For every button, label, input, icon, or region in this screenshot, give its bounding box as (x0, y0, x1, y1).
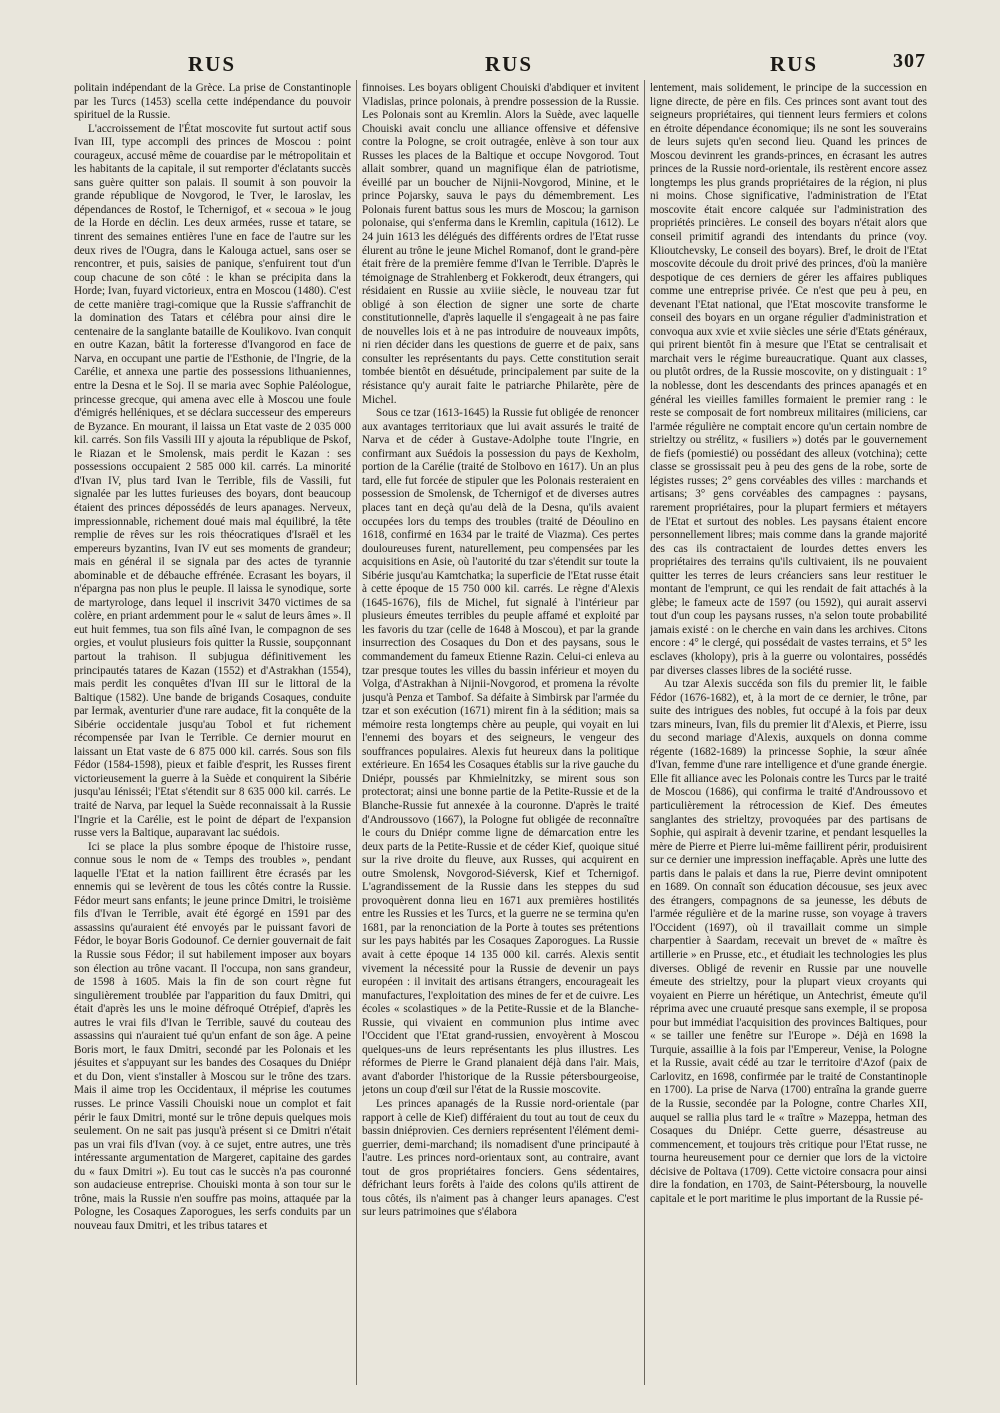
paragraph: politain indépendant de la Grèce. La prise de Constantinople par les Turcs (1453) scella cette indépendance du pouvoir spirituel de la Russie. (74, 82, 351, 122)
text-column-1 (74, 82, 351, 1382)
running-head-right: RUS (770, 52, 819, 76)
page-number: 307 (893, 50, 926, 72)
text-column-2 (362, 82, 639, 1382)
paragraph: Au tzar Alexis succéda son fils du premier lit, le faible Fédor (1676-1682), et, à la mort de ce dernier, le trône, par suite des intrigues des nobles, fut occupé à la fois par deux tzars mineurs, Ivan, fils du premier lit d'Alexis, et Pierre, issu du second mariage d'Alexis, auxquels on donna comme régente (1682-1689) la princesse Sophie, la sœur aînée d'Ivan, femme d'une rare intelligence et d'une grande énergie. Elle fit alliance avec les Polonais contre les Turcs par le traité de Moscou (1686), qui confirma le traité d'Androussovo et particulièrement la rétrocession de Kief. Des émeutes sanglantes des strieltzy, provoquées par des partisans de Sophie, qui aspirait à devenir tzarine, et pendant lesquelles la mère de Pierre et Pierre lui-même faillirent périr, produisirent sur ce dernier une impression ineffaçable. Après une lutte des partis dans le palais et dans la rue, Pierre devint omnipotent en 1689. On connaît son éducation décousue, ses jeux avec des étrangers, compagnons de sa jeunesse, les débuts de l'armée régulière et de la marine russe, son voyage à travers l'Occident (1697), où il travaillait comme un simple charpentier à Saardam, recevait un brevet de « maître ès artillerie » en Prusse, etc., et étudiait les technologies les plus diverses. Obligé de revenir en Russie par une nouvelle émeute des strieltzy, pour la plupart vieux croyants qui voyaient en Pierre un hérétique, un Antechrist, émeute qu'il réprima avec une cruauté presque sans exemple, il se proposa pour but immédiat l'acquisition des provinces Baltiques, pour « se tailler une fenêtre sur l'Europe ». Déjà en 1698 la Turquie, assaillie à la fois par l'Empereur, Venise, la Pologne et la Russie, avait cédé au tzar le territoire d'Azof (paix de Carlovitz, en 1698, confirmée par le traité de Constantinople en 1700). La prise de Narva (1700) entraîna la grande guerre de la Russie, secondée par la Pologne, contre Charles XII, auquel se rallia plus tard le « traître » Mazeppa, hetman des Cosaques du Dniépr. Cette guerre, désastreuse au commencement, et toujours très critique pour l'Etat russe, ne tourna heureusement pour ce dernier que lors de la victoire décisive de Poltava (1709). Cette victoire consacra pour ainsi dire la fondation, en 1703, de Saint-Pétersbourg, la nouvelle capitale et le port maritime le plus important de la Russie pé- (650, 678, 927, 1205)
paragraph: Les princes apanagés de la Russie nord-orientale (par rapport à celle de Kief) différaient du tout au tout de ceux du bassin dniéprovien. Ces derniers représentent l'élément demi-guerrier, demi-marchand; ils nomadisent d'une principauté à l'autre. Les princes nord-orientaux sont, au contraire, avant tout de gros propriétaires fonciers. Gens sédentaires, défrichant leurs forêts à l'aide des colons qu'ils attirent de tous côtés, ils n'aiment pas à changer leurs apanages. C'est sur leurs patrimoines que s'élabora (362, 1098, 639, 1219)
running-head-center: RUS (485, 52, 534, 76)
paragraph: Sous ce tzar (1613-1645) la Russie fut obligée de renoncer aux avantages territoriaux que lui avait assurés le traité de Narva et de céder à Gustave-Adolphe toute l'Ingrie, en confirmant aux Suédois la possession du pays de Kexholm, portion de la Carélie (traité de Stolbovo en 1617). Un an plus tard, elle fut forcée de stipuler que les Polonais resteraient en possession de Smolensk, de Tchernigof et de diverses autres places tant en deçà qu'au delà de la Desna, qu'ils avaient occupées lors du temps des troubles (traité de Déoulino en 1618, confirmé en 1634 par le traité de Viazma). Ces pertes douloureuses furent, naturellement, peu compensées par les acquisitions en Asie, où l'autorité du tzar s'étendit sur toute la Sibérie jusqu'au Kamtchatka; la superficie de l'Etat russe était à cette époque de 15 750 000 kil. carrés. Le règne d'Alexis (1645-1676), fils de Michel, fut signalé à l'intérieur par plusieurs émeutes terribles du peuple affamé et exploité par les favoris du tzar (celle de 1648 à Moscou), et par la grande insurrection des Cosaques du Don et des paysans, sous le commandement du fameux Etienne Razin. Celui-ci enleva au tzar presque toutes les villes du bassin inférieur et moyen du Volga, d'Astrakhan à Nijnii-Novgorod, et promena la révolte jusqu'à Penza et Tambof. Sa défaite à Simbirsk par l'armée du tzar et son exécution (1671) mirent fin à la sédition; mais sa mémoire resta longtemps chère au peuple, qui voyait en lui l'ennemi des boyars et des seigneurs, le vengeur des souffrances populaires. Alexis fut heureux dans la politique extérieure. En 1654 les Cosaques établis sur la rive gauche du Dniépr, poussés par Khmielnitzky, se mirent sous son protectorat; ainsi une bonne partie de la Petite-Russie et de la Blanche-Russie fut annexée à la couronne. D'après le traité d'Androussovo (1667), la Pologne fut obligée de reconnaître le cours du Dniépr comme ligne de démarcation entre les deux parts de la Petite-Russie et de céder Kief, quoique situé sur la rive droite du fleuve, aux Russes, qui acquirent en outre Smolensk, Novgorod-Siéversk, Kief et Tchernigof. L'agrandissement de la Russie dans les steppes du sud provoquèrent donna lieu en 1671 aux premières hostilités entre les Russies et les Turcs, et la guerre ne se termina qu'en 1681, par la renonciation de la Porte à toutes ses prétentions sur les pays habités par les Cosaques Zaporogues. La Russie avait à cette époque 14 135 000 kil. carrés. Alexis sentit vivement la nécessité pour la Russie de devenir un pays européen : il invitait des artisans étrangers, encourageait les manufactures, l'exploitation des mines de fer et de cuivre. Les écoles « scolastiques » de la Petite-Russie et de la Blanche-Russie, qui vivaient en communion plus intime avec l'Occident que l'Etat grand-russien, envoyèrent à Moscou quelques-uns de leurs représentants les plus illustres. Les réformes de Pierre le Grand planaient déjà dans l'air. Mais, avant d'aborder l'historique de la Russie pétersbourgeoise, jetons un coup d'œil sur l'état de la Russie moscovite. (362, 407, 639, 1097)
text-column-3 (650, 82, 927, 1382)
paragraph: L'accroissement de l'État moscovite fut surtout actif sous Ivan III, type accompli des princes de Moscou : point courageux, accusé même de couardise par le métropolitain et les habitants de la capitale, il sut remporter d'éclatants succès sans guère quitter son palais. Il soumit à son pouvoir la grande république de Novgorod, le Tver, le Iaroslav, les dépendances de Rostof, le Tchernigof, et « secoua » le joug de la Horde en déclin. Les deux armées, russe et tatare, se tinrent des semaines entières l'une en face de l'autre sur les deux rives de l'Ougra, dans le Kalouga actuel, sans oser se rencontrer, et puis, saisies de panique, s'enfuirent tout d'un coup chacune de son côté : le khan se précipita dans la Horde; Ivan, fuyard victorieux, entra en Moscou (1480). C'est de cette manière tragi-comique que la Russie s'affranchit de la domination des Tatars et célébra pour ainsi dire le centenaire de la sanglante bataille de Koulikovo. Ivan conquit en outre Kazan, bâtit la forteresse d'Ivangorod en face de Narva, en occupant une partie de l'Esthonie, de l'Ingrie, de la Carélie, et annexa une partie des possessions lithuaniennes, entre la Desna et le Soj. Il se maria avec Sophie Paléologue, princesse grecque, qui amena avec elle à Moscou une foule d'émigrés helléniques, et se déclara successeur des empereurs de Byzance. En mourant, il laissa un Etat vaste de 2 035 000 kil. carrés. Son fils Vassili III y ajouta la république de Pskof, le Riazan et le Smolensk, mais perdit le Kazan : ses possessions occupaient 2 585 000 kil. carrés. La minorité d'Ivan IV, plus tard Ivan le Terrible, fils de Vassili, fut signalée par les luttes furieuses des boyars, dont beaucoup étaient des princes dépossédés de leurs apanages. Nerveux, impressionnable, richement doué mais mal équilibré, la tête remplie de rêves sur les rois théocratiques d'Israël et les empereurs byzantins, Ivan IV eut ses moments de grandeur; mais en général il se signala par des actes de tyrannie abominable et de débauche effrénée. Ecrasant les boyars, il n'épargna pas non plus le peuple. Il laissa le synodique, sorte de martyrologe, dans lequel il inscrivit 3470 victimes de sa colère, en priant ardemment pour le « salut de leurs âmes ». Il eut huit femmes, tua son fils aîné Ivan, le compagnon de ses orgies, et voulut plusieurs fois quitter la Russie, soupçonnant partout la trahison. Il subjugua définitivement les principautés tatares de Kazan (1552) et d'Astrakhan (1554), mais perdit les conquêtes d'Ivan III sur le littoral de la Baltique (1582). Une bande de brigands Cosaques, conduite par Iermak, aventurier d'une rare audace, fit la conquête de la Sibérie occidentale jusqu'au Tobol et fut richement récompensée par Ivan le Terrible. Ce dernier mourut en laissant un Etat vaste de 6 875 000 kil. carrés. Sous son fils Fédor (1584-1598), pieux et faible d'esprit, les Russes firent victorieusement la guerre à la Suède et conquirent la Sibérie jusqu'au Iénisséi; l'Etat s'étendit sur 8 635 000 kil. carrés. Le traité de Narva, par lequel la Suède reconnaissait à la Russie l'Ingrie et la Carélie, est le point de départ de l'expansion russe vers la Baltique, auparavant lac suédois. (74, 122, 351, 840)
paragraph: lentement, mais solidement, le principe de la succession en ligne directe, de père en fils. Ces princes sont avant tout des seigneurs propriétaires, qui tiennent leurs fermiers et colons en étroite dépendance économique; ils ne sont les souverains de leurs sujets qu'en second lieu. Quand les princes de Moscou devinrent les grands-princes, en écrasant les autres princes de la Russie nord-orientale, ils restèrent encore assez longtemps les plus grands propriétaires de la région, ni plus ni moins. Chose significative, l'administration de l'Etat moscovite était encore calquée sur l'administration des propriétés princières. Le conseil des boyars n'était alors que conseil primitif agrandi des intendants du prince (voy. Klioutchevsky, Le conseil des boyars). Bref, le droit de l'Etat moscovite découle du droit privé des princes, d'où la manière despotique de ces derniers de gérer les affaires publiques comme une entreprise privée. Ce n'est que peu à peu, en devenant l'Etat national, que l'Etat moscovite transforme le conseil des boyars en un organe régulier d'administration et convoqua aux xvie et xviie siècles une série d'Etats généraux, qui prirent bientôt fin à mesure que l'Etat se centralisait et marchait vers le régime bureaucratique. Quant aux classes, ou plutôt ordres, de la Russie moscovite, on y distinguait : 1° la noblesse, dont les descendants des princes apanagés et en général les vieilles familles formaient le premier rang : le reste se composait de fort nombreux militaires (miliciens, car l'armée régulière ne comptait encore qu'un certain nombre de strieltzy ou strélitz, « fusiliers ») dotés par le gouvernement de fiefs (pomiestié) ou possédant des alleux (votchina); cette classe se grossissait peu à peu des gens de la robe, sorte de légistes russes; 2° gens corvéables des villes : marchands et artisans; 3° gens corvéables des campagnes : paysans, rarement propriétaires, pour la plupart fermiers et métayers de l'Etat et surtout des nobles. Les paysans étaient encore personnellement libres; mais comme dans la grande majorité des cas ils contractaient de lourdes dettes envers les propriétaires des terrains qu'ils cultivaient, ils ne pouvaient quitter les terres de leurs créanciers sans leur restituer le montant de l'emprunt, ce qui les rendait de fait attachés à la glèbe; le fameux acte de 1597 (ou 1592), qui aurait asservi tout d'un coup les paysans russes, n'a selon toute probabilité jamais existé : on le cherche en vain dans les archives. Citons encore : 4° le clergé, qui possédait de vastes terrains, et 5° les esclaves (kholopy), pris à la guerre ou volontaires, possédés par diverses classes libres de la société russe. (650, 82, 927, 677)
paragraph: Ici se place la plus sombre époque de l'histoire russe, connue sous le nom de « Temps des troubles », pendant laquelle l'Etat et la nation faillirent être écrasés par les ennemis qui se levèrent de tous les côtés contre la Russie. Fédor meurt sans enfants; le jeune prince Dmitri, le troisième fils d'Ivan le Terrible, avait été égorgé en 1591 par des assassins qu'auraient été envoyés par le puissant favori de Fédor, le boyar Boris Godounof. Ce dernier gouvernait de fait la Russie sous Fédor; il sut habilement imposer aux boyars son élection au trône vacant. Il l'occupa, non sans grandeur, de 1598 à 1605. Mais la fin de son court règne fut singulièrement troublée par l'apparition du faux Dmitri, qui était d'après les uns le moine défroqué Otrépief, d'après les autres le vrai fils d'Ivan le Terrible, sauvé du couteau des assassins qui n'auraient tué qu'un enfant de son âge. A peine Boris mort, le faux Dmitri, secondé par les Polonais et les jésuites et s'appuyant sur les bandes des Cosaques du Dniépr et du Don, vient s'installer à Moscou sur le trône des tzars. Mais il aime trop les Occidentaux, il méprise les coutumes russes. Le prince Vassili Chouiski noue un complot et fait périr le faux Dmitri, monté sur le trône depuis quelques mois seulement. On ne sait pas jusqu'à présent si ce Dmitri n'était pas un vrai fils d'Ivan (voy. à ce sujet, entre autres, une très intéressante argumentation de Margeret, capitaine des gardes du « faux Dmitri »). Eu tout cas le succès n'a pas couronné son audacieuse entreprise. Chouiski monta à son tour sur le trône, mais la Russie n'en souffre pas moins, attaquée par la Pologne, les Cosaques Zaporogues, les serfs conduits par un nouveau faux Dmitri, et les tribus tatares et (74, 840, 351, 1232)
column-divider (356, 80, 357, 1385)
paragraph: finnoises. Les boyars obligent Chouiski d'abdiquer et invitent Vladislas, prince polonais, à prendre possession de la Russie. Les Polonais sont au Kremlin. Alors la Suède, avec laquelle Chouiski avait conclu une alliance offensive et défensive contre la Pologne, se croit outragée, enlève à son tour aux Russes les places de la Baltique et occupe Novgorod. Tout allait sombrer, quand un magnifique élan de patriotisme, éveillé par un boucher de Nijnii-Novgorod, Minine, et le prince Pojarsky, sauva le pays du démembrement. Les Polonais furent battus sous les murs de Moscou; la garnison polonaise, qui s'enferma dans le Kremlin, capitula (1612). Le 24 juin 1613 les délégués des différents ordres de l'Etat russe élurent au trône le jeune Michel Romanof, dont le grand-père était frère de la première femme d'Ivan le Terrible. D'après le témoignage de Strahlenberg et Fokkerodt, deux étrangers, qui résidaient en Russie au xviiie siècle, le nouveau tzar fut obligé à son élection de signer une sorte de charte constitutionnelle, d'après laquelle il s'engageait à ne pas faire de nouvelles lois et à ne pas introduire de nouveaux impôts, ni rien décider dans les questions de guerre et de paix, sans consulter les représentants du pays. Cette constitution serait tombée bientôt en désuétude, principalement par suite de la résistance qu'y aurait faite le patriarche Philarète, père de Michel. (362, 82, 639, 406)
running-head-left: RUS (188, 52, 237, 76)
column-divider (644, 80, 645, 1385)
